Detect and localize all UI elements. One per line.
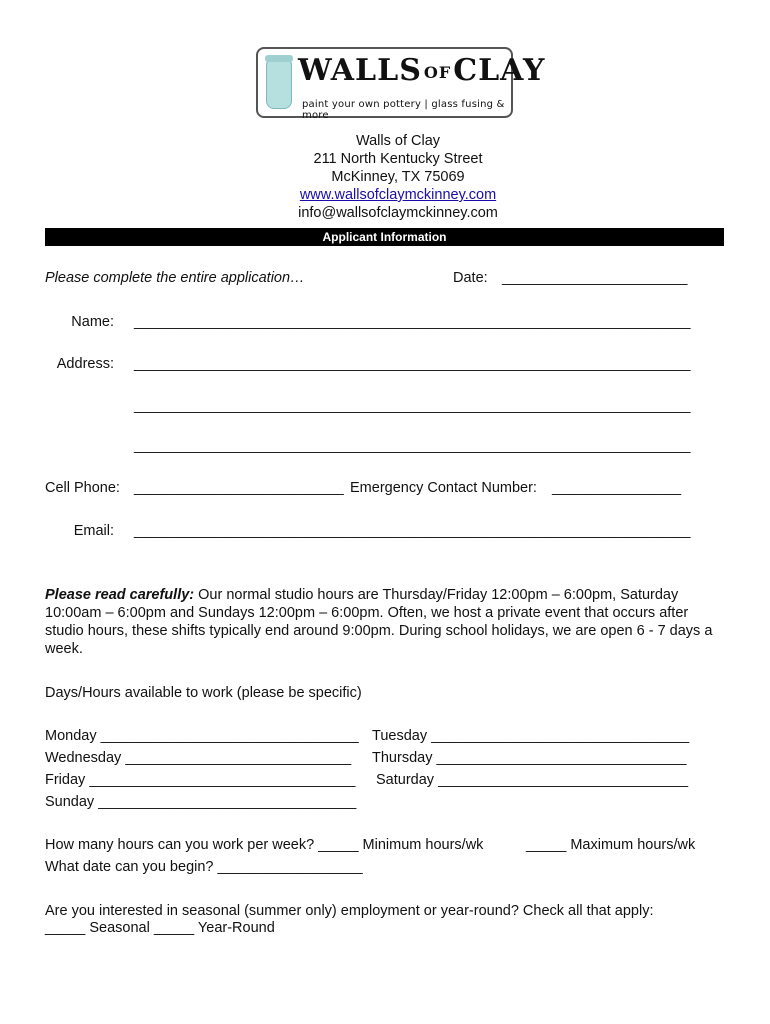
name-label: Name: — [71, 314, 114, 330]
cell-phone-field[interactable]: __________________________ — [134, 480, 344, 496]
street-address: 211 North Kentucky Street — [313, 151, 483, 167]
thursday-field[interactable]: Thursday _______________________________ — [372, 750, 687, 766]
form-instructions: Please complete the entire application… — [45, 270, 305, 286]
name-field[interactable]: _____________________________________________________________________ — [134, 314, 691, 330]
city-state-zip: McKinney, TX 75069 — [331, 169, 465, 185]
email-label: Email: — [73, 523, 114, 539]
availability-heading: Days/Hours available to work (please be specific) — [45, 685, 362, 701]
mason-jar-icon — [266, 59, 292, 109]
wednesday-field[interactable]: Wednesday ____________________________ — [45, 750, 352, 766]
notice-text: Our normal studio hours are Thursday/Friday 12:00pm – 6:00pm, Saturday 10:00am – 6:00pm and Sundays 12:00pm – 6:00pm. Often, we host a private event that occurs after studio hours, these shifts typically end around 9:00pm. During school holidays, we are open 6 - 7 days a week. — [45, 587, 713, 657]
cell-phone-label: Cell Phone: — [45, 480, 120, 496]
emergency-contact-label: Emergency Contact Number: — [350, 480, 537, 496]
hours-per-week-field[interactable]: How many hours can you work per week? _____ Minimum hours/wk — [45, 837, 484, 853]
contact-email: info@wallsofclaymckinney.com — [298, 205, 498, 221]
website-link[interactable]: www.wallsofclaymckinney.com — [299, 187, 497, 203]
sunday-field[interactable]: Sunday ________________________________ — [45, 794, 357, 810]
seasonal-question: Are you interested in seasonal (summer only) employment or year-round? Check all that apply: — [45, 903, 654, 919]
max-hours-field[interactable]: _____ Maximum hours/wk — [526, 837, 696, 853]
saturday-field[interactable]: Saturday _______________________________ — [376, 772, 689, 788]
company-logo — [256, 47, 546, 121]
emergency-contact-field[interactable]: ________________ — [552, 480, 682, 496]
logo-wordmark: WALLS OFCLAY — [298, 53, 546, 88]
address-field-3[interactable]: _____________________________________________________________________ — [134, 438, 691, 454]
email-field[interactable]: _____________________________________________________________________ — [134, 523, 691, 539]
tuesday-field[interactable]: Tuesday ________________________________ — [372, 728, 690, 744]
start-date-field[interactable]: What date can you begin? __________________ — [45, 859, 363, 875]
logo-tagline: paint your own pottery | glass fusing & more — [302, 99, 505, 121]
address-field-1[interactable]: _____________________________________________________________________ — [134, 356, 691, 372]
notice-lead: Please read carefully: — [45, 587, 195, 603]
address-label: Address: — [56, 356, 114, 372]
section-header: Applicant Information — [45, 228, 724, 246]
address-field-2[interactable]: _____________________________________________________________________ — [134, 398, 691, 414]
seasonal-options[interactable]: _____ Seasonal _____ Year-Round — [45, 920, 275, 936]
date-field[interactable]: _______________________ — [502, 270, 688, 286]
date-label: Date: — [453, 270, 488, 286]
notice-paragraph — [45, 586, 725, 658]
company-name: Walls of Clay — [355, 133, 441, 149]
friday-field[interactable]: Friday _________________________________ — [45, 772, 356, 788]
monday-field[interactable]: Monday ________________________________ — [45, 728, 359, 744]
